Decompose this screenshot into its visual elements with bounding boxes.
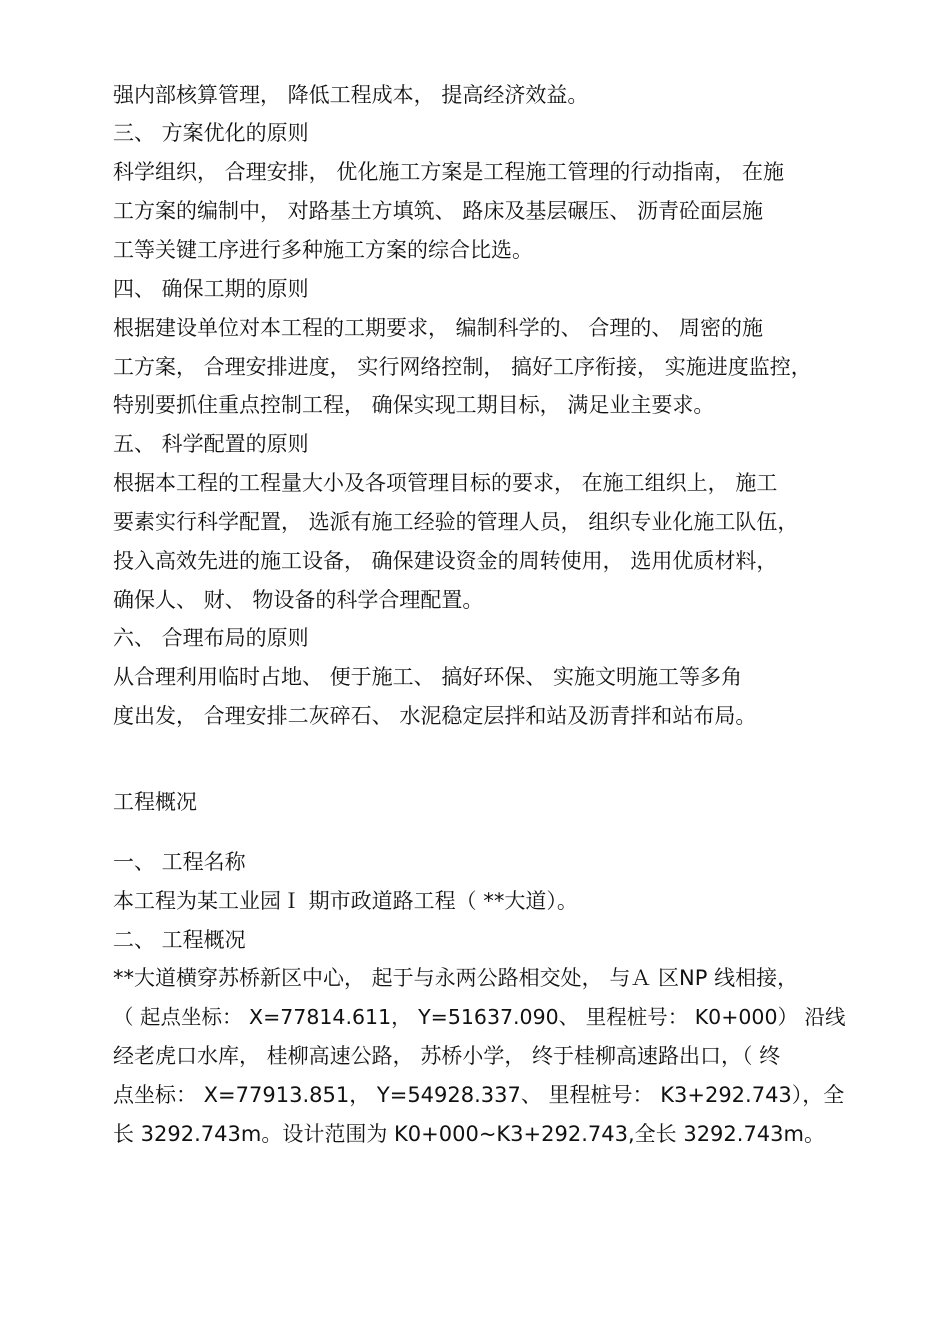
paragraph-line: 确保人、 财、 物设备的科学合理配置。 [113, 588, 484, 612]
paragraph-line: 度出发， 合理安排二灰碎石、 水泥稳定层拌和站及沥青拌和站布局。 [113, 704, 757, 728]
paragraph-line: 根据本工程的工程量大小及各项管理目标的要求， 在施工组织上， 施工 [113, 471, 778, 495]
paragraph-line: 经老虎口水库， 桂柳高速公路， 苏桥小学， 终于桂柳高速路出口，（ 终 [113, 1044, 781, 1068]
paragraph-line: 点坐标： X=77913.851， Y=54928.337、 里程桩号： K3+292.743），全 [113, 1083, 845, 1107]
paragraph-line: 投入高效先进的施工设备， 确保建设资金的周转使用， 选用优质材料， [113, 549, 778, 573]
paragraph-line: 科学组织， 合理安排， 优化施工方案是工程施工管理的行动指南， 在施 [113, 160, 785, 184]
paragraph-line: 长 3292.743m。设计范围为 K0+000~K3+292.743,全长 3292.743m。 [113, 1122, 825, 1146]
paragraph-line: 本工程为某工业园Ｉ 期市政道路工程（ **大道）。 [113, 889, 578, 913]
paragraph-line: 工等关键工序进行多种施工方案的综合比选。 [113, 238, 533, 262]
section-heading: 一、 工程名称 [113, 850, 246, 874]
paragraph-line: 工方案的编制中， 对路基土方填筑、 路床及基层碾压、 沥青砼面层施 [113, 199, 764, 223]
section-heading: 二、 工程概况 [113, 928, 246, 952]
paragraph-line: 从合理利用临时占地、 便于施工、 搞好环保、 实施文明施工等多角 [113, 665, 743, 689]
paragraph-line: **大道横穿苏桥新区中心， 起于与永两公路相交处， 与Ａ 区NP 线相接， [113, 966, 799, 990]
paragraph-line: 根据建设单位对本工程的工期要求， 编制科学的、 合理的、 周密的施 [113, 316, 764, 340]
section-heading: 三、 方案优化的原则 [113, 121, 309, 145]
paragraph-line: （ 起点坐标： X=77814.611， Y=51637.090、 里程桩号： K0+000） 沿线 [113, 1005, 846, 1029]
paragraph-line: 特别要抓住重点控制工程， 确保实现工期目标， 满足业主要求。 [113, 393, 715, 417]
section-heading: 五、 科学配置的原则 [113, 432, 309, 456]
paragraph-line: 强内部核算管理， 降低工程成本， 提高经济效益。 [113, 83, 589, 107]
section-heading: 六、 合理布局的原则 [113, 626, 309, 650]
paragraph-line: 要素实行科学配置， 选派有施工经验的管理人员， 组织专业化施工队伍， [113, 510, 799, 534]
section-heading: 四、 确保工期的原则 [113, 277, 309, 301]
paragraph-line: 工方案， 合理安排进度， 实行网络控制， 搞好工序衔接， 实施进度监控， [113, 355, 812, 379]
chapter-title: 工程概况 [113, 790, 197, 814]
